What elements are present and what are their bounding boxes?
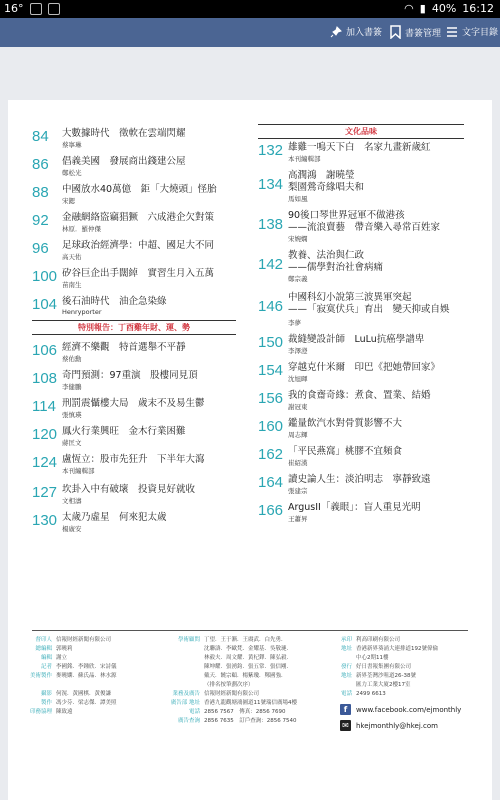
entry-author: Henryporter (62, 308, 102, 316)
entry-author: 李健鵬 (62, 383, 82, 391)
entry-author: 鄭松光 (62, 169, 82, 177)
entry-title: ArgusII「義眼」：盲人重見光明 (288, 502, 421, 513)
entry-author: 馬如風 (288, 195, 308, 203)
section-divider (258, 138, 464, 139)
credit-row: 學術顧問 丁望．王于漸．王賡武．白先勇． (177, 637, 287, 643)
entry-author: 本刊編輯部 (288, 155, 321, 163)
entry-author: 蔡寧琳 (62, 141, 82, 149)
entry-author: 周志輝 (288, 431, 308, 439)
pin-icon (330, 26, 342, 38)
entry-title: 矽谷巨企出手闊綽 實習生月入五萬 (62, 268, 215, 279)
status-left-number: 16° (4, 2, 24, 15)
entry-author: 高天佑 (62, 253, 82, 261)
list-icon (446, 26, 458, 38)
credit-row: 美術製作 麥曉嫻．蘇氏晶．林水源 (29, 673, 117, 679)
entry-author: 崔紹漢 (288, 459, 308, 467)
email-address: hkejmonthly@hkej.com (356, 721, 438, 730)
entry-title: 倡義美國 發展商出錢建公屋 (62, 156, 186, 167)
credit-row: 沈聯濤．李歐梵．金耀基．吳敬璉． (204, 646, 293, 652)
page-number: 120 (32, 426, 58, 443)
entry-title: 高潤鴻 謝曉瑩 (288, 170, 355, 181)
entry-title: 穿越克什米爾 印巴《把她帶回家》 (288, 362, 441, 373)
credit-row: 陳坤耀．張湧鈞．張五常．張信剛． (204, 664, 293, 670)
page-number: 114 (32, 398, 56, 415)
page-number: 160 (258, 418, 284, 435)
facebook-icon: f (340, 704, 351, 715)
page-number: 130 (32, 512, 58, 529)
credit-row: 督印人 信報財經新聞有限公司 (35, 637, 112, 643)
toc-page (8, 100, 492, 800)
entry-subtitle: ——儒學對治社會病痛 (288, 262, 384, 273)
entry-author: 王蕭昇 (288, 515, 308, 523)
page-number: 154 (258, 362, 284, 379)
credit-row: 業務及廣告 信報財經新聞有限公司 (172, 691, 260, 697)
credits-left (8, 636, 117, 717)
entry-title: 裁縫變設計師 LuLu抗癌學譜卑 (288, 334, 425, 345)
entry-author: 謝冠東 (288, 403, 308, 411)
credit-row: 地址 新界荃灣沙咀道26-38號 (340, 673, 416, 679)
credit-row: 戴天．饒宗頤．楊紫瓊．鄭國強． (204, 673, 287, 679)
page-number: 88 (32, 184, 49, 201)
page-number: 86 (32, 156, 49, 173)
bookmark-icon (390, 25, 401, 39)
page-number: 142 (258, 256, 284, 273)
clock: 16:12 (462, 2, 494, 15)
page-number: 96 (32, 240, 49, 257)
page-number: 92 (32, 212, 49, 229)
add-bookmark-button[interactable] (330, 25, 382, 38)
page-number: 162 (258, 446, 284, 463)
entry-title: 中國放水40萬億 鉅「大燒頭」怪胎 (62, 184, 217, 195)
entry-title: 經濟不樂觀 特首選舉不平靜 (62, 342, 186, 353)
page-number: 134 (258, 176, 284, 193)
special-report-heading: 特別報告：丁酉雞年財、運、勢 (78, 323, 190, 332)
page-number: 127 (32, 484, 58, 501)
entry-author: 宋鍶 (62, 197, 75, 205)
entry-subtitle: ——流浪賣藝 帶音樂入尋常百姓家 (288, 222, 441, 233)
entry-title: 刑罰震懾樓大局 歲末不及易生鬱 (62, 398, 205, 409)
entry-title: 奇門預測：97重演 股樓同見頂 (62, 370, 198, 381)
entry-author: 鄭宗義 (288, 275, 308, 283)
email-icon: ✉ (340, 720, 351, 731)
entry-author: 蔡佑勳 (62, 355, 82, 363)
credit-row: 廣告部 地址 香港九龍觀塘鴻圖道11號瑞信廣場4樓 (170, 700, 297, 706)
entry-title: 中國科幻小說第三波異軍突起 (288, 292, 412, 303)
entry-author: 楊廣安 (62, 525, 82, 533)
notification-icon (48, 3, 60, 15)
credit-row: 電話 2856 7567 傳真：2856 7690 (188, 709, 286, 715)
entry-subtitle: 梨園鶯奇緣唱夫和 (288, 182, 365, 193)
entry-author: 沈旭暉 (288, 375, 308, 383)
entry-author: 文相濤 (62, 497, 82, 505)
entry-title: 鳳火行業興旺 金木行業困難 (62, 426, 186, 437)
entry-title: 鑑量飲汽水對骨質影響不大 (288, 418, 403, 429)
entry-author: 張慎瑛 (62, 411, 82, 419)
credit-row: 製作 馮少芬．梁志傑．譚美照 (40, 700, 117, 706)
bookmark-manager-label: 書簽管理 (405, 28, 442, 39)
credit-row: （排名按筆劃次序） (204, 682, 254, 688)
credits-middle (156, 636, 297, 726)
entry-title: 我的食齋奇緣：煮食、置業、結婚 (288, 390, 431, 401)
entry-title: 後石油時代 油企急染綠 (62, 296, 167, 307)
battery-icon: ▮ (419, 2, 426, 15)
entry-author: 本刊編輯部 (62, 467, 95, 475)
credit-row: 電話 2499 6613 (340, 691, 386, 697)
facebook-link[interactable] (340, 704, 461, 715)
credits-divider (32, 630, 468, 631)
entry-author: 李澤澄 (288, 347, 308, 355)
page-number: 132 (258, 142, 284, 159)
credit-row: 攝影 何滉．黃國棋．黃俊謙 (40, 691, 112, 697)
entry-title: 太歲乃虛星 何來犯太歲 (62, 512, 167, 523)
entry-author: 蔣匡文 (62, 439, 82, 447)
status-bar (0, 0, 500, 18)
entry-title: 雄雞一鳴天下白 名家九畫新歲紅 (288, 142, 431, 153)
page-number: 166 (258, 502, 284, 519)
credit-row: 林毅夫．周文耀．黃杞鐸．陳弘毅． (204, 655, 293, 661)
entry-title: 大數據時代 徵軟在雲端閃耀 (62, 128, 186, 139)
entry-author: 李夢 (288, 319, 301, 327)
page-number: 138 (258, 216, 284, 233)
credit-row: 總編輯 郭曉莉 (35, 646, 73, 652)
credit-row: 記者 李國銘．李鍾欣．宋詩儀 (40, 664, 117, 670)
credit-row: 編輯 謝立 (40, 655, 68, 661)
text-toc-label: 文字目錄 (462, 28, 499, 38)
bookmark-manager-button[interactable] (390, 25, 441, 39)
entry-title: 坎卦入中有破壞 投資見好就收 (62, 484, 196, 495)
entry-author: 張建宗 (288, 487, 308, 495)
image-notification-icon (30, 3, 42, 15)
entry-title: 教養、法治與仁政 (288, 250, 365, 261)
page-number: 156 (258, 390, 284, 407)
entry-title: 讀史論人生：淡泊明志 寧靜致遠 (288, 474, 431, 485)
section-divider (258, 124, 464, 125)
credit-row (8, 681, 117, 690)
page-number: 150 (258, 334, 284, 351)
facebook-url: www.facebook.com/ejmonthly (356, 705, 462, 714)
credit-row: 中心2期11樓 (356, 655, 389, 661)
page-number: 84 (32, 128, 49, 145)
credit-row: 印務協理 陳致遠 (29, 709, 73, 715)
page-number: 104 (32, 296, 58, 313)
entry-title: 盧恆立：股市先狂升 下半年大瀉 (62, 454, 205, 465)
culture-heading: 文化品味 (345, 127, 377, 136)
page-number: 106 (32, 342, 58, 359)
page-number: 100 (32, 268, 58, 285)
credit-row: 廣告查詢 2856 7635 訂戶查詢：2856 7540 (177, 718, 297, 724)
text-toc-button[interactable] (446, 25, 498, 38)
credit-row: 匯力工業大廈2樓17室 (356, 682, 411, 688)
entry-author: 宋婉嫻 (288, 235, 308, 243)
entry-title: 足球政治經濟學：中超、國足大不同 (62, 240, 215, 251)
battery-level: 40% (431, 2, 457, 15)
page-number: 146 (258, 298, 284, 315)
entry-title: 金融網絡盜竊猖獗 六成港企欠對策 (62, 212, 215, 223)
entry-title: 90後口琴世界冠軍不做港孩 (288, 210, 405, 221)
add-bookmark-label: 加入書簽 (346, 28, 383, 38)
credit-row: 發行 好日書報集團有限公司 (340, 664, 412, 670)
entry-author: 苗南生 (62, 281, 82, 289)
section-divider (32, 320, 236, 321)
credit-row: 承印 利高印刷有限公司 (340, 637, 401, 643)
entry-author: 林原．羅仲傑 (62, 225, 101, 233)
page-number: 164 (258, 474, 284, 491)
reader-toolbar (0, 18, 500, 47)
page-number: 124 (32, 454, 58, 471)
section-divider (32, 334, 236, 335)
email-link[interactable] (340, 720, 438, 731)
entry-title: 「平民燕窩」桃膠不宜頻食 (288, 446, 403, 457)
credits-right (330, 636, 438, 699)
entry-subtitle: ——「寂寞伏兵」育出 變天抑或自娛 (288, 304, 450, 315)
page-number: 108 (32, 370, 58, 387)
credit-row: 地址 香港新界葵涌大連排道192號偉倫 (340, 646, 438, 652)
wifi-icon: ◠ (404, 2, 414, 15)
